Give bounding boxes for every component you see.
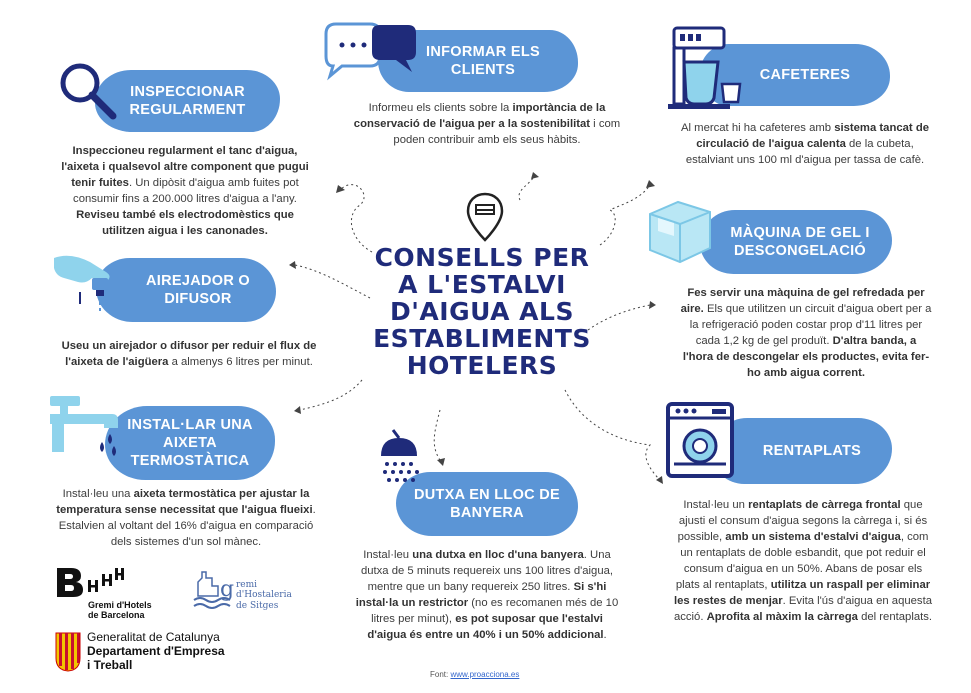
generalitat-line1: Generalitat de Catalunya (87, 630, 220, 644)
generalitat-line3: i Treball (87, 658, 133, 673)
main-title: CONSELLS PER A L'ESTALVI D'AIGUA ALS ESTABLIMENTS HOTELERS (373, 243, 591, 380)
dishwasher-icon (664, 400, 736, 480)
cafeteres-heading: CAFETERES (759, 66, 851, 83)
chat-bubbles-icon (320, 20, 420, 82)
magnifier-icon (55, 58, 120, 123)
gremi-barcelona-logo (55, 566, 175, 626)
gremi-barcelona-mark (55, 566, 125, 598)
gremi-sitges-line1: remi (236, 580, 258, 590)
faucet-drops-icon (42, 390, 122, 460)
hand-faucet-icon (50, 248, 130, 318)
informar-text: Informeu els clients sobre la importància de la conservació de l'aigua per a la sostenibilitat i com poden contribuir amb els seus hàbits. (353, 102, 621, 147)
termostatica-heading-blob (105, 406, 275, 480)
dutxa-heading: DUTXA EN LLOC DE BANYERA (413, 486, 561, 521)
coffee-machine-icon (662, 22, 747, 112)
rentaplats-heading-blob (712, 418, 892, 484)
inspeccionar-heading-blob (95, 70, 280, 132)
dutxa-text: Instal·leu una dutxa en lloc d'una banyera. Una dutxa de 5 minuts requereix uns 100 litres d'aigua, mentre que un bany requereix 250 litres. Si s'hi instal·la un restrictor (no es recomanen més de 10 litres per minut), es pot suposar que l'estalvi d'aigua és entre un 40% i un 50% addicional. (355, 549, 619, 642)
generalitat-logo (55, 630, 295, 676)
gremi-bcn-line2: de Barcelona (88, 610, 145, 621)
source-link[interactable]: www.proacciona.es (450, 670, 520, 679)
inspeccionar-heading: INSPECCIONAR REGULARMENT (129, 83, 246, 118)
informar-heading: INFORMAR ELS CLIENTS (426, 43, 540, 78)
inspeccionar-text: Inspeccioneu regularment el tanc d'aigua, l'aixeta i qualsevol altre component que pugui tenir fuites. Un dipòsit d'aigua amb fuites pot consumir fins a 200.000 litres d'aigua a l'any. Reviseu també els electrodomèstics que utilitzen aigua i les canonades. (61, 145, 309, 238)
gel-text: Fes servir una màquina de gel refredada per aire. Els que utilitzen un circuit d'aigua obert per a la refrigeració poden costar prop d'11 litres per cada 1,2 kg de gel produït. D'altra banda, a l'hora de descongelar els productes, evita fer-ho amb aigua corrent. (680, 287, 932, 380)
airejador-text: Useu un airejador o difusor per reduir el flux de l'aixeta de l'aigüera a almenys 6 litres per minut. (61, 340, 317, 369)
senyera-shield-icon (55, 632, 81, 672)
ice-cube-icon (640, 196, 718, 266)
hotel-pin-icon (465, 192, 505, 244)
rentaplats-heading: RENTAPLATS (762, 442, 862, 459)
svg-text:g: g (220, 577, 235, 602)
cafeteres-text: Al mercat hi ha cafeteres amb sistema tancat de circulació de l'aigua calenta de la cubeta, estalviant uns 100 ml d'aigua per tassa de cafè. (680, 122, 929, 167)
gremi-sitges-line3: de Sitges (236, 600, 279, 611)
termostatica-heading: INSTAL·LAR UNA AIXETA TERMOSTÀTICA (127, 416, 253, 470)
gremi-sitges-mark (190, 566, 240, 616)
rentaplats-text: Instal·leu un rentaplats de càrrega frontal que ajusti el consum d'aigua segons la càrrega i, si és possible, amb un sistema d'estalvi d'aigua, com un rentaplats de doble esbandit, que pot reduir el consum d'aigua en un 50%. Abans de posar els plats al rentaplats, utilitza un raspall per eliminar les restes de menjar. Evita l'ús d'aigua en aquesta acció. Aprofita al màxim la càrrega del rentaplats. (673, 499, 933, 624)
gremi-bcn-line1: Gremi d'Hotels (88, 600, 152, 610)
termostatica-text: Instal·leu una aixeta termostàtica per ajustar la temperatura sense necessitat que l'aigua flueixi. Estalvien al voltant del 16% d'aigua en comparació dels sistemes d'un sol mànec. (56, 488, 316, 549)
gel-heading-blob (700, 210, 892, 274)
source-footer (430, 670, 519, 679)
source-label: Font: (430, 670, 451, 679)
gel-heading: MÀQUINA DE GEL I DESCONGELACIÓ (730, 224, 870, 259)
airejador-heading: AIREJADOR O DIFUSOR (145, 272, 250, 307)
gremi-sitges-line2: d'Hostaleria (236, 590, 292, 601)
gremi-sitges-logo (190, 566, 300, 626)
shower-icon (375, 428, 425, 486)
generalitat-line2: Departament d'Empresa (87, 644, 225, 659)
